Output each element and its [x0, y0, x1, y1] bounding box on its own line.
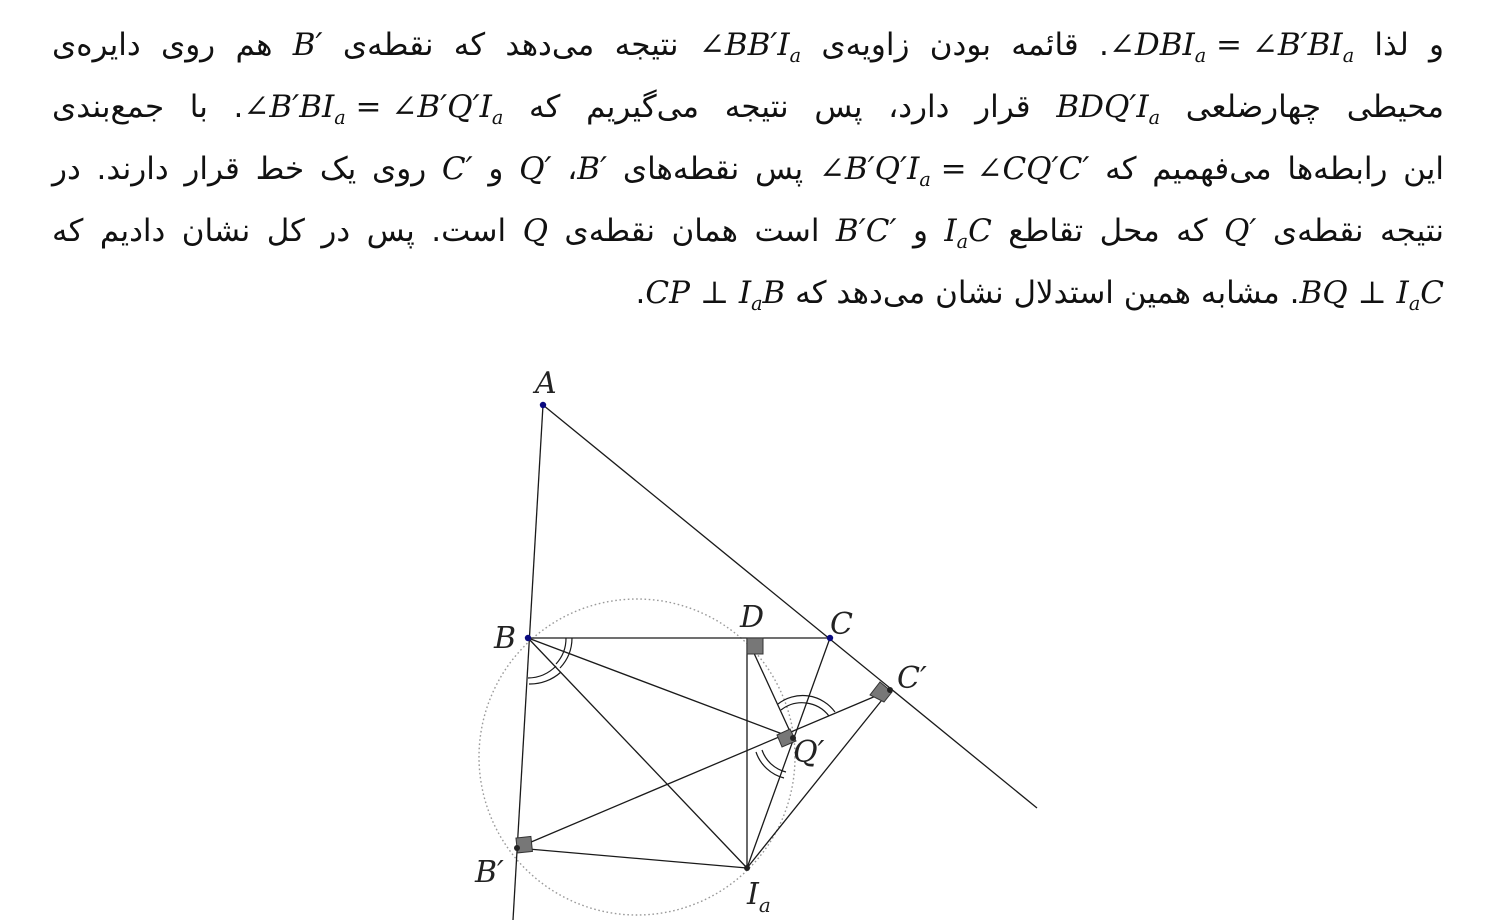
math-point-qprime: Q′	[519, 151, 552, 187]
point-ia	[744, 865, 750, 871]
text-span: که محل تقاطع	[991, 213, 1225, 249]
angle-arc-b-lower	[528, 666, 556, 678]
math-angle-bbia: $\angle BB'I_a$	[698, 27, 802, 68]
segment-cprime-ia	[747, 690, 890, 868]
text-span: . مشابه همین استدلال نشان می‌دهد که	[785, 275, 1300, 311]
point-cprime	[887, 687, 893, 693]
math-angle-equality: $\angle B'Q'I_a$ = ∠CQ′C′	[818, 151, 1090, 192]
math-point-bprime: B′	[292, 27, 323, 63]
label-d: D	[740, 600, 765, 635]
label-bprime: B′	[475, 855, 504, 890]
text-span: ،	[551, 151, 578, 187]
point-bprime	[514, 845, 520, 851]
point-a	[540, 402, 546, 408]
math-segment-iac: $I_aC$	[944, 213, 992, 254]
text-span: روی یک خط قرار دارند. در	[52, 151, 442, 187]
label-ia: $I_a$	[747, 877, 771, 917]
text-span: قرار دارد، پس نتیجه می‌گیریم که	[503, 89, 1057, 125]
text-span: و لذا	[1354, 27, 1445, 63]
text-span: . با جمع‌بندی	[52, 89, 244, 125]
text-span: نتیجه می‌دهد که نقطه‌ی	[322, 27, 699, 63]
text-span: این رابطه‌ها می‌فهمیم که	[1089, 151, 1444, 187]
math-perpendicular-bq: BQ ⊥ $I_aC$	[1299, 275, 1444, 316]
point-b	[525, 635, 531, 641]
math-point-bprime: B′	[577, 151, 608, 187]
label-b: B	[494, 621, 517, 656]
math-perpendicular-cp: CP ⊥ $I_aB$	[645, 275, 786, 316]
label-a: A	[535, 366, 557, 401]
text-span: هم روی دایره‌ی	[52, 27, 293, 63]
text-span: . قائمه بودن زاویه‌ی	[801, 27, 1109, 63]
angle-arc-qprime-lower2	[756, 752, 784, 778]
text-span: است. پس در کل نشان دادیم که	[52, 213, 523, 249]
label-qprime: Q′	[793, 735, 825, 770]
segment-bprime-cprime	[517, 690, 890, 848]
text-span: و	[896, 213, 945, 249]
math-point-qprime: Q′	[1224, 213, 1257, 249]
angle-arc-qprime-upper	[781, 703, 829, 716]
math-point-q: Q	[522, 213, 548, 249]
right-angle-d	[747, 638, 763, 654]
text-span: .	[635, 275, 646, 311]
text-span: نتیجه نقطه‌ی	[1256, 213, 1444, 249]
text-span: است همان نقطه‌ی	[547, 213, 836, 249]
text-span: و	[472, 151, 520, 187]
text-span: پس نقطه‌های	[607, 151, 819, 187]
text-span: محیطی چهارضلعی	[1160, 89, 1444, 125]
label-c: C	[830, 607, 853, 642]
math-angle-equality: $\angle B'BI_a$ = $\angle B'Q'I_a$	[243, 89, 504, 130]
math-angle-dbia: $\angle DBI_a$ = $\angle B'BI_a$	[1108, 27, 1355, 68]
math-quadrilateral: $BDQ'I_a$	[1056, 89, 1161, 130]
math-point-cprime: C′	[441, 151, 473, 187]
segment-bprime-ia	[517, 848, 747, 868]
math-segment-bc-prime: B′C′	[835, 213, 897, 249]
label-cprime: C′	[897, 661, 927, 696]
